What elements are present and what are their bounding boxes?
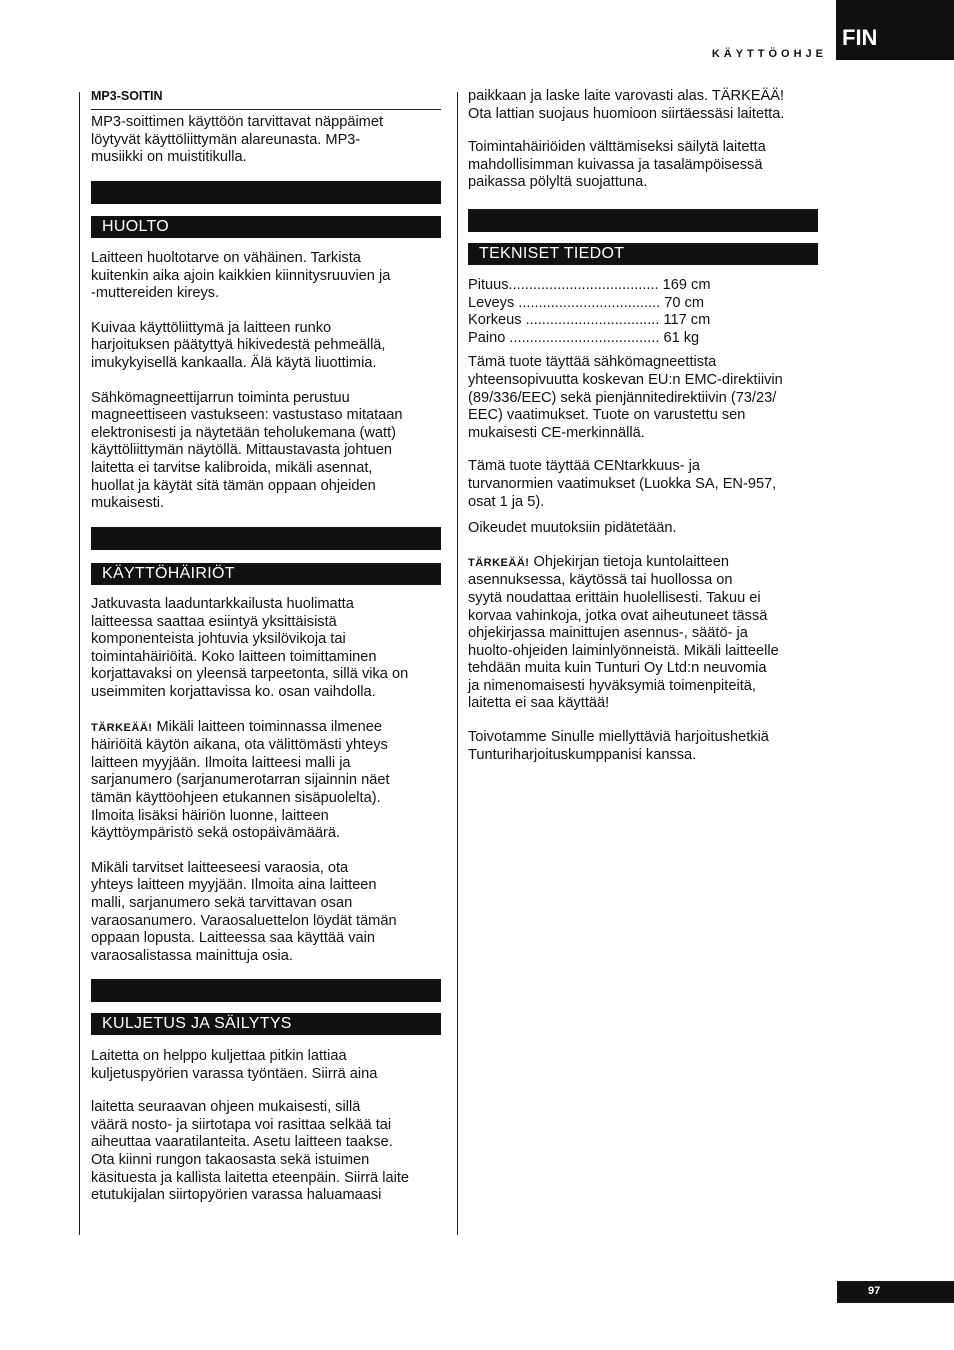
- huolto-paragraph-3: Sähkömagneettijarrun toiminta perustuu magneettiseen vastukseen: vastustaso mitataan elektronisesti ja näytetään teholukemana (watt) käyttöliittymän näytöllä. Mittaustavasta johtuen laitetta ei tarvitse kalibroida, mikäli asennat, huollat ja käytät sitä tämän oppaan ohjeiden mukaisesti.: [91, 389, 403, 512]
- section-divider-bar: [91, 527, 441, 550]
- mp3-paragraph: MP3-soittimen käyttöön tarvittavat näppäimet löytyvät käyttöliittymän alareunasta. MP3- musiikki on muistitikulla.: [91, 114, 384, 166]
- tech-row-weight: Paino ..................................... 61 kg: [468, 329, 700, 346]
- manual-label: KÄYTTÖOHJE: [711, 48, 827, 60]
- hairiot-body: [91, 596, 443, 965]
- huolto-paragraph-1: Laitteen huoltotarve on vähäinen. Tarkista kuitenkin aika ajoin kaikkien kiinnitysruuvien ja -muttereiden kireys.: [91, 250, 391, 302]
- language-tab: FIN: [836, 0, 954, 60]
- hairiot-paragraph-1: Jatkuvasta laaduntarkkailusta huolimatta laitteessa saattaa esiintyä yksittäisistä komponenteista johtuvia yksilövikoja tai toimintahäiriöitä. Koko laitteen toimittaminen korjattavaksi on yleensä tarpeetonta, sillä vika on useimmiten korjattavissa ko. osan vaihdolla.: [91, 596, 409, 700]
- huolto-title: HUOLTO: [91, 216, 441, 238]
- hairiot-paragraph-3: Mikäli tarvitset laitteeseesi varaosia, ota yhteys laitteen myyjään. Ilmoita aina laitteen malli, sarjanumero sekä tarvittavan osan varaosanumero. Varaosaluettelon löydät tämän oppaan lopusta. Laitteessa saa käyttää vain varaosalistassa mainittuja osia.: [91, 859, 397, 964]
- kuljetus-title: KULJETUS JA SÄILYTYS: [91, 1013, 441, 1035]
- hairiot-paragraph-2-rest: häiriöitä käytön aikana, ota välittömästi yhteys laitteen myyjään. Ilmoita laitteesi malli ja sarjanumero (sarjanumerotarran sijainnin näet tämän käyttöohjeen etukannen sisäpuolelta). Ilmoita lisäksi häiriön luonne, laitteen käyttöympäristö sekä ostopäivämäärä.: [91, 737, 390, 842]
- tech-specs: [468, 277, 820, 764]
- right-intro: [468, 88, 820, 192]
- tech-important-rest: asennuksessa, käytössä tai huollossa on syytä noudattaa erittäin huolellisesti. Takuu ei korvaa vahinkoja, jotka ovat aiheutuneet tässä ohjekirjassa mainittujen asennus-, säätö- ja huolto-ohjeiden laiminlyönneistä. Mikäli laitteelle tehdään muita kuin Tunturi Oy Ltd:n neuvomia ja nimenomaisesti hyväksymiä toimenpiteitä, laitetta ei saa käyttää!: [468, 572, 779, 712]
- kuljetus-paragraph-1: Laitetta on helppo kuljettaa pitkin lattiaa kuljetuspyörien varassa työntäen. Siirrä aina: [91, 1048, 378, 1082]
- tech-title: TEKNISET TIEDOT: [468, 243, 818, 265]
- kuljetus-paragraph-2: laitetta seuraavan ohjeen mukaisesti, sillä väärä nosto- ja siirtotapa voi rasittaa selkää tai aiheuttaa vaaratilanteita. Asetu laitteen taakse. Ota kiinni rungon takaosasta sekä istuimen käsituesta ja kallista laitetta eteenpäin. Siirrä laite etutukijalan siirtopyörien varassa haluamaasi: [91, 1099, 409, 1204]
- mp3-heading-rule: [91, 109, 441, 110]
- tech-paragraph-emc: Tämä tuote täyttää sähkömagneettista yhteensopivuutta koskevan EU:n EMC-direktiivin (89/336/EEC) sekä pienjännitedirektiivin (73/23/ EEC) vaatimukset. Tuote on varustettu sen mukaisesti CE-merkinnällä.: [468, 354, 783, 441]
- left-column-rule: [79, 92, 80, 1235]
- section-divider-bar: [91, 181, 441, 204]
- tech-row-height: Korkeus ................................. 117 cm: [468, 312, 711, 329]
- kuljetus-body: [91, 1048, 443, 1205]
- tech-important-first: Ohjekirjan tietoja kuntolaitteen: [529, 553, 730, 570]
- page-number: 97: [837, 1281, 954, 1303]
- section-divider-bar: [468, 209, 818, 232]
- hairiot-title: KÄYTTÖHÄIRIÖT: [91, 563, 441, 585]
- important-label: TÄRKEÄÄ!: [91, 721, 153, 734]
- tech-paragraph-cen: Tämä tuote täyttää CENtarkkuus- ja turvanormien vaatimukset (Luokka SA, EN-957, osat 1 ja 5).: [468, 458, 777, 510]
- hairiot-paragraph-2: [91, 719, 443, 843]
- important-label: TÄRKEÄÄ!: [468, 556, 530, 569]
- tech-paragraph-rights: Oikeudet muutoksiin pidätetään.: [468, 520, 677, 537]
- right-paragraph-1: paikkaan ja laske laite varovasti alas. TÄRKEÄÄ! Ota lattian suojaus huomioon siirtäessäsi laitetta.: [468, 88, 785, 122]
- tech-row-length: Pituus..................................... 169 cm: [468, 277, 711, 293]
- mp3-heading: MP3-SOITIN: [91, 89, 163, 103]
- hairiot-paragraph-2-first: Mikäli laitteen toiminnassa ilmenee: [152, 718, 383, 735]
- huolto-paragraph-2: Kuivaa käyttöliittymä ja laitteen runko harjoituksen päätyttyä hikivedestä pehmeällä, imukykyisellä kankaalla. Älä käytä liuottimia.: [91, 319, 386, 371]
- tech-paragraph-important: [468, 554, 820, 713]
- right-paragraph-2: Toimintahäiriöiden välttämiseksi säilytä laitetta mahdollisimman kuivassa ja tasalämpöisessä paikassa pölyltä suojattuna.: [468, 139, 766, 191]
- huolto-body: [91, 250, 443, 513]
- tech-row-width: Leveys ................................... 70 cm: [468, 294, 705, 311]
- section-divider-bar: [91, 979, 441, 1002]
- tech-paragraph-closing: Toivotamme Sinulle miellyttäviä harjoitushetkiä Tunturiharjoituskumppanisi kanssa.: [468, 729, 769, 763]
- center-column-rule: [457, 92, 458, 1235]
- mp3-body: [91, 114, 443, 167]
